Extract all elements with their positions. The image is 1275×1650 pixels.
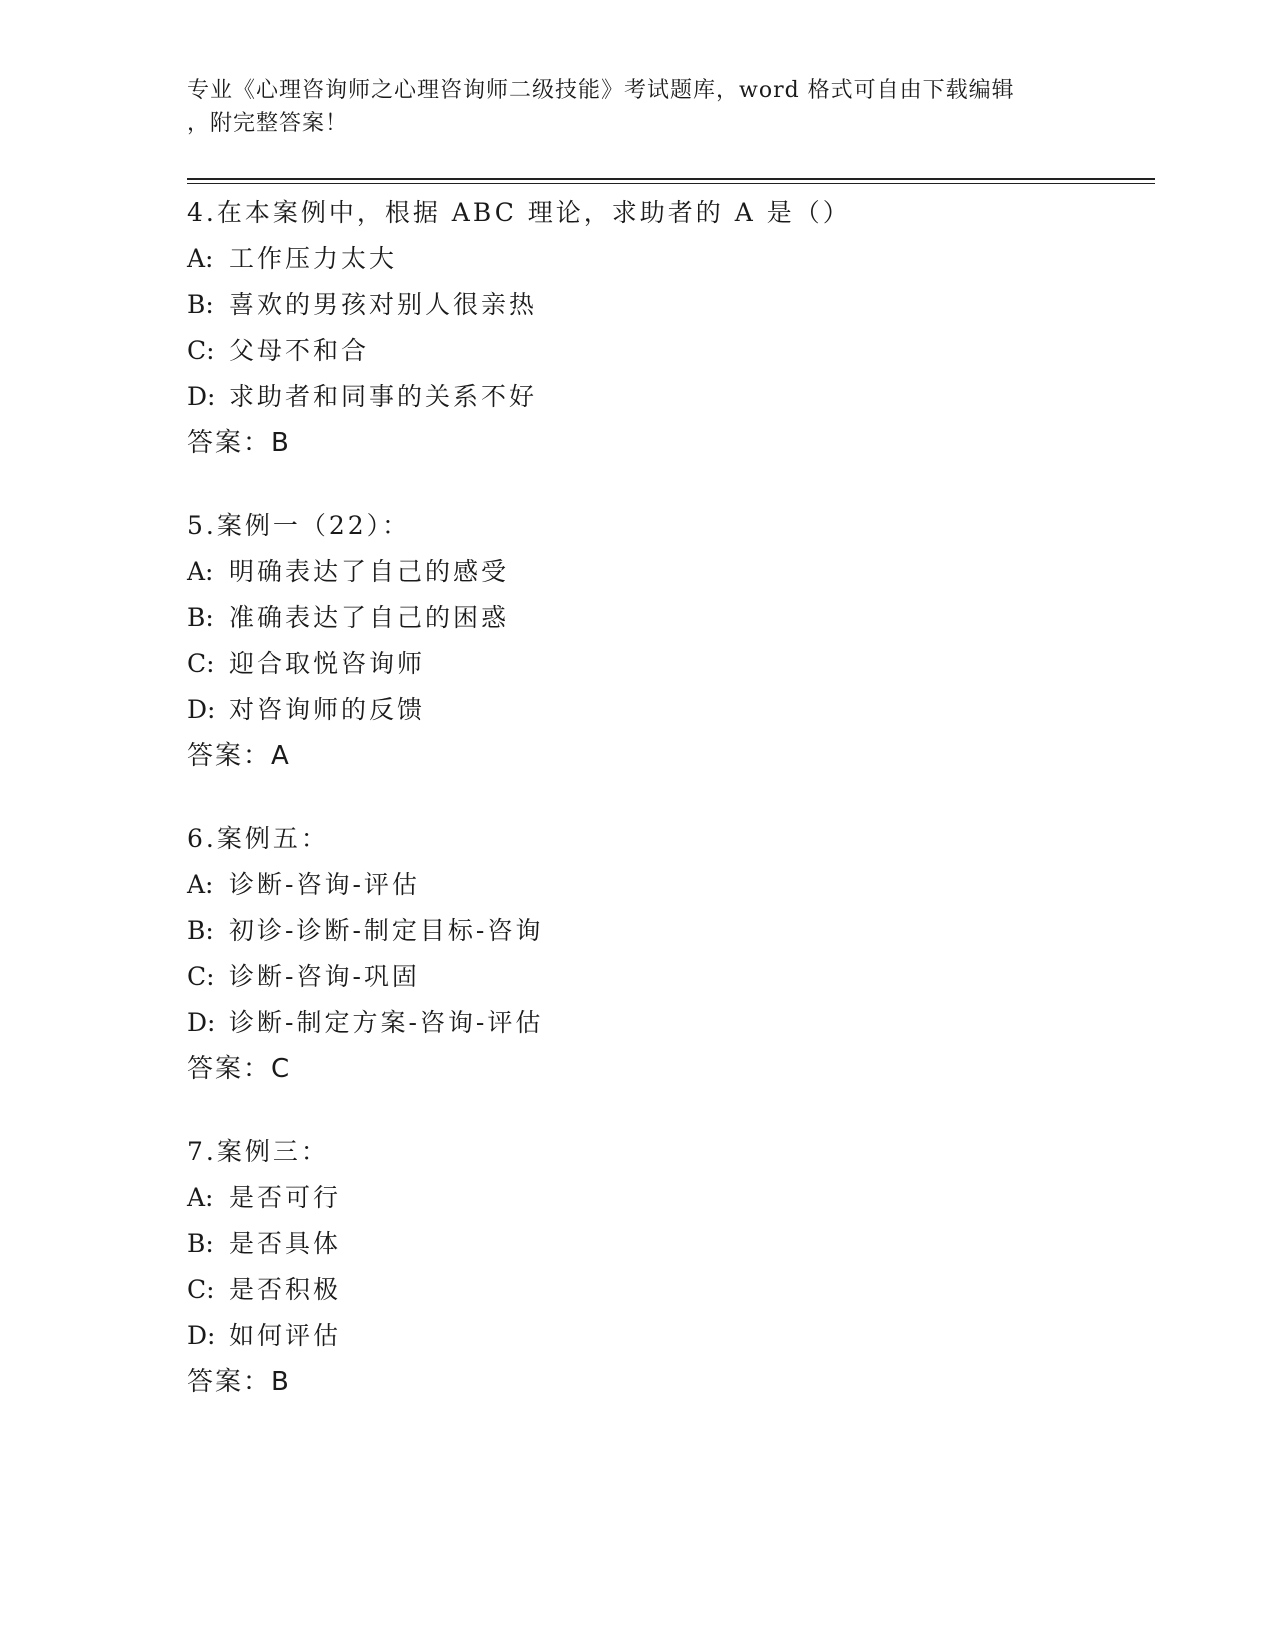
option-label: D: [187, 1008, 216, 1037]
option-text: 父母不和合 [229, 336, 370, 365]
option-a [187, 236, 1155, 282]
option-text: 迎合取悦咨询师 [229, 649, 426, 678]
option-text: 准确表达了自己的困惑 [229, 603, 510, 632]
question-list [187, 190, 1155, 1442]
question-stem: 7.案例三： [187, 1137, 329, 1166]
header-divider-thin [187, 183, 1155, 184]
option-label: B: [187, 290, 214, 319]
option-text: 明确表达了自己的感受 [229, 557, 510, 586]
option-label: D: [187, 382, 216, 411]
option-label: D: [187, 695, 216, 724]
option-text: 如何评估 [229, 1321, 342, 1350]
option-text: 是否具体 [229, 1229, 342, 1258]
option-label: B: [187, 603, 214, 632]
option-label: A: [187, 870, 214, 899]
option-c [187, 641, 1155, 687]
answer-line: 答案：C [187, 1054, 292, 1084]
option-a [187, 549, 1155, 595]
option-d [187, 374, 1155, 420]
option-label: A: [187, 244, 214, 273]
question-item [187, 190, 1155, 466]
option-b [187, 282, 1155, 328]
question-item [187, 816, 1155, 1092]
option-a [187, 1175, 1155, 1221]
option-label: C: [187, 962, 215, 991]
option-text: 是否可行 [229, 1183, 342, 1212]
option-b [187, 908, 1155, 954]
option-label: B: [187, 1229, 214, 1258]
option-d [187, 687, 1155, 733]
option-a [187, 862, 1155, 908]
option-b [187, 595, 1155, 641]
option-b [187, 1221, 1155, 1267]
question-item [187, 1129, 1155, 1405]
option-label: A: [187, 1183, 214, 1212]
answer-line: 答案：A [187, 741, 291, 771]
option-c [187, 328, 1155, 374]
question-stem: 4.在本案例中，根据 ABC 理论，求助者的 A 是（） [187, 198, 851, 227]
option-text: 工作压力太大 [229, 244, 398, 273]
option-label: B: [187, 916, 214, 945]
option-text: 初诊-诊断-制定目标-咨询 [229, 916, 544, 945]
document-header [187, 74, 1087, 140]
question-stem: 6.案例五： [187, 824, 329, 853]
option-c [187, 1267, 1155, 1313]
option-text: 喜欢的男孩对别人很亲热 [229, 290, 538, 319]
option-label: C: [187, 649, 215, 678]
question-stem: 5.案例一（22）： [187, 511, 411, 540]
header-line-1: 专业《心理咨询师之心理咨询师二级技能》考试题库，word 格式可自由下载编辑 [187, 78, 1015, 103]
option-d [187, 1313, 1155, 1359]
option-label: C: [187, 336, 215, 365]
option-text: 对咨询师的反馈 [229, 695, 426, 724]
option-text: 求助者和同事的关系不好 [229, 382, 538, 411]
option-d [187, 1000, 1155, 1046]
header-divider-thick [187, 178, 1155, 180]
header-line-2: ，附完整答案！ [187, 111, 349, 136]
option-text: 是否积极 [229, 1275, 342, 1304]
option-label: D: [187, 1321, 216, 1350]
option-text: 诊断-制定方案-咨询-评估 [229, 1008, 544, 1037]
option-text: 诊断-咨询-巩固 [229, 962, 420, 991]
answer-line: 答案：B [187, 428, 291, 458]
option-c [187, 954, 1155, 1000]
option-text: 诊断-咨询-评估 [229, 870, 420, 899]
answer-line: 答案：B [187, 1367, 291, 1397]
option-label: A: [187, 557, 214, 586]
option-label: C: [187, 1275, 215, 1304]
question-item [187, 503, 1155, 779]
